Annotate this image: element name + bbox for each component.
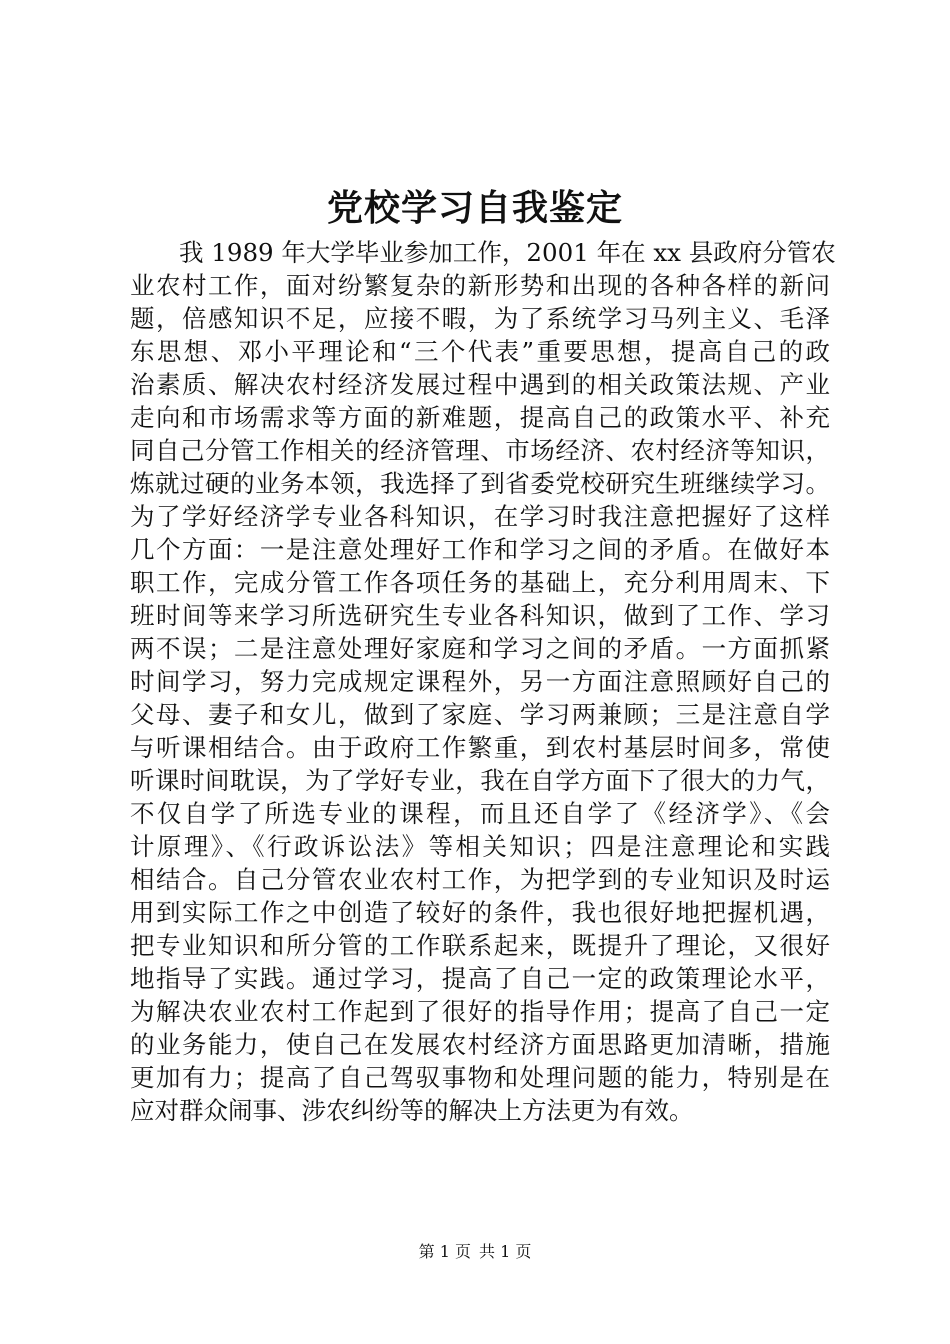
body-line: 业农村工作，面对纷繁复杂的新形势和出现的各种各样的新问 [130, 271, 830, 300]
body-line: 东思想、邓小平理论和“三个代表”重要思想，提高自己的政 [130, 337, 830, 366]
body-line: 与听课相结合。由于政府工作繁重，到农村基层时间多，常使 [130, 733, 830, 762]
document-body [130, 236, 836, 1127]
body-line: 为解决农业农村工作起到了很好的指导作用；提高了自己一定 [130, 997, 830, 1026]
body-line: 相结合。自己分管农业农村工作，为把学到的专业知识及时运 [130, 865, 830, 894]
body-line: 计原理》、《行政诉讼法》等相关知识；四是注意理论和实践 [130, 832, 830, 861]
body-line: 职工作，完成分管工作各项任务的基础上，充分利用周末、下 [130, 568, 830, 597]
body-line: 为了学好经济学专业各科知识，在学习时我注意把握好了这样 [130, 502, 830, 531]
page-footer [0, 1241, 950, 1263]
body-line: 班时间等来学习所选研究生专业各科知识，做到了工作、学习 [130, 601, 830, 630]
body-line: 听课时间耽误，为了学好专业，我在自学方面下了很大的力气， [130, 766, 830, 795]
body-line: 几个方面：一是注意处理好工作和学习之间的矛盾。在做好本 [130, 535, 830, 564]
body-line: 用到实际工作之中创造了较好的条件，我也很好地把握机遇， [130, 898, 830, 927]
body-line: 把专业知识和所分管的工作联系起来，既提升了理论，又很好 [130, 931, 830, 960]
body-line: 不仅自学了所选专业的课程，而且还自学了《经济学》、《会 [130, 799, 830, 828]
body-line: 我 1989 年大学毕业参加工作，2001 年在 xx 县政府分管农 [179, 238, 836, 267]
body-line: 地指导了实践。通过学习，提高了自己一定的政策理论水平， [130, 964, 830, 993]
body-line: 应对群众闹事、涉农纠纷等的解决上方法更为有效。 [130, 1096, 694, 1125]
body-line: 时间学习，努力完成规定课程外，另一方面注意照顾好自己的 [130, 667, 830, 696]
body-line: 治素质、解决农村经济发展过程中遇到的相关政策法规、产业 [130, 370, 830, 399]
page-number: 第 1 页 [418, 1242, 471, 1261]
body-line: 同自己分管工作相关的经济管理、市场经济、农村经济等知识， [130, 436, 830, 465]
body-line: 两不误；二是注意处理好家庭和学习之间的矛盾。一方面抓紧 [130, 634, 830, 663]
body-line: 父母、妻子和女儿，做到了家庭、学习两兼顾；三是注意自学 [130, 700, 830, 729]
body-line: 更加有力；提高了自己驾驭事物和处理问题的能力，特别是在 [130, 1063, 830, 1092]
body-line: 走向和市场需求等方面的新难题，提高自己的政策水平、补充 [130, 403, 830, 432]
body-line: 题，倍感知识不足，应接不暇，为了系统学习马列主义、毛泽 [130, 304, 830, 333]
total-pages: 共 1 页 [479, 1242, 532, 1261]
body-line: 炼就过硬的业务本领，我选择了到省委党校研究生班继续学习。 [130, 469, 830, 498]
body-line: 的业务能力，使自己在发展农村经济方面思路更加清晰，措施 [130, 1030, 830, 1059]
document-title: 党校学习自我鉴定 [326, 187, 623, 229]
